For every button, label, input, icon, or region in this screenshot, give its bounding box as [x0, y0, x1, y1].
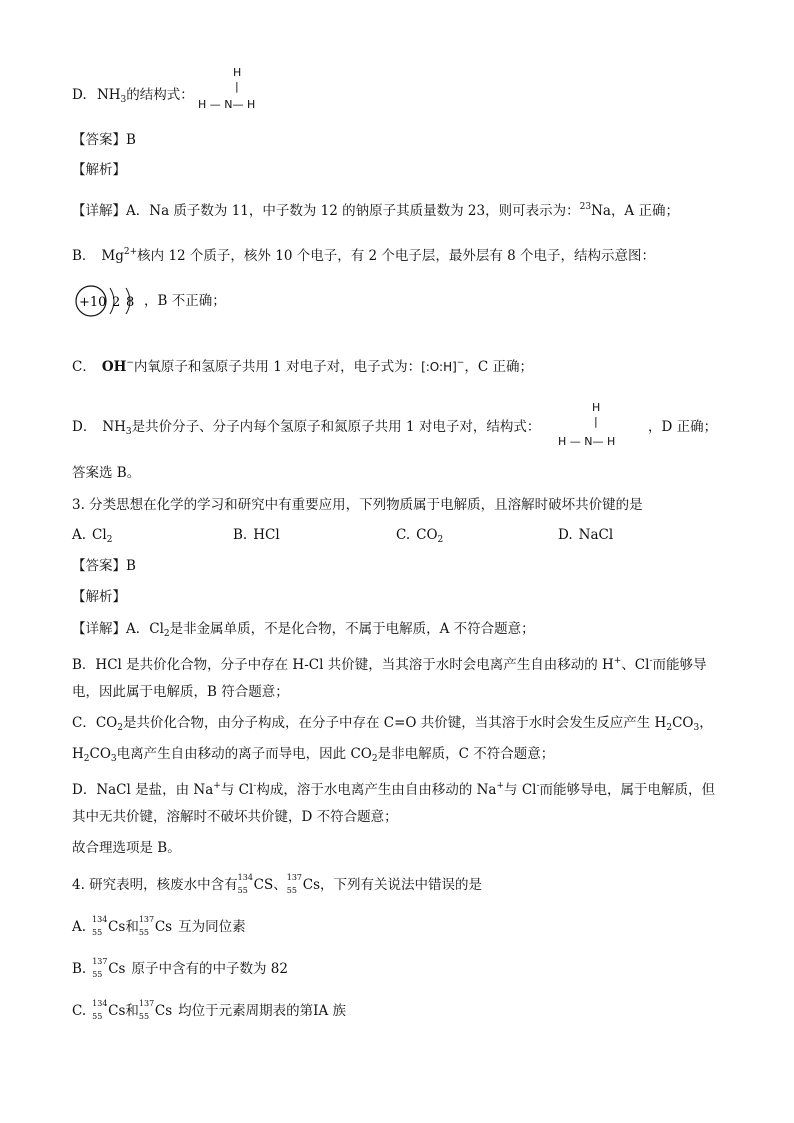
mass-number: 134 — [92, 999, 108, 1008]
subscript: 2 — [371, 754, 378, 764]
charge: - — [649, 656, 653, 666]
atomic-number: 55 — [92, 1012, 103, 1021]
q4-option-a[interactable] — [72, 915, 246, 936]
symbol: Cs — [108, 961, 126, 977]
subscript: 2 — [666, 723, 673, 733]
text: 与 Cl — [220, 782, 254, 798]
struct-bond: | — [235, 80, 239, 93]
ion-structure-diagram — [74, 282, 144, 322]
q2-conclusion: 答案选 B。 — [72, 465, 141, 481]
text: Na 质子数为 11，中子数为 12 的钠原子其质量数为 23，则可表示为： — [149, 203, 580, 219]
charge: - — [536, 781, 540, 791]
text: 构成，溶于水电离产生由自由移动的 Na — [256, 782, 497, 798]
symbol: Cs — [154, 1003, 173, 1019]
charge: − — [126, 358, 134, 368]
subscript: 2 — [163, 629, 170, 639]
text: 而能够导电，属于电解质，但 — [539, 782, 716, 798]
q4-option-b[interactable] — [72, 957, 288, 978]
charge: − — [456, 358, 465, 368]
formula: NH — [96, 87, 121, 103]
mass-number: 134 — [237, 873, 253, 882]
q3-option-d[interactable] — [558, 527, 613, 543]
q2-detail-b-end: ，B 不正确； — [144, 293, 226, 309]
text: 是共价分子、分子内每个氢原子和氮原子共用 1 对电子对，结构式： — [131, 419, 541, 435]
q3-detail-c-2 — [72, 745, 554, 768]
subscript: 3 — [110, 754, 117, 764]
text: 、Cl — [621, 657, 650, 673]
ion: OH — [101, 359, 127, 375]
text: 、 — [273, 877, 287, 893]
q4-option-c[interactable] — [72, 999, 346, 1020]
mass-number: 134 — [92, 915, 108, 924]
struct-h-top: H — [233, 66, 242, 79]
atomic-number: 55 — [138, 928, 149, 937]
isotope-134 — [237, 873, 254, 895]
option-formula: CO — [416, 527, 438, 543]
q3-analysis: 【解析】 — [72, 589, 126, 605]
text: D． — [72, 419, 97, 435]
subscript: 3 — [125, 427, 132, 437]
nh3-structure-diagram-2 — [558, 401, 638, 451]
symbol: CS — [253, 877, 274, 893]
charge: + — [613, 656, 622, 666]
option-label: B. — [233, 527, 248, 543]
subscript: 2 — [117, 723, 123, 733]
subscript: 2 — [106, 535, 113, 545]
q4-stem — [72, 873, 482, 894]
text: 和 — [125, 1003, 139, 1019]
isotope-134 — [92, 999, 108, 1021]
charge: + — [213, 781, 221, 791]
isotope-137 — [92, 957, 108, 979]
q2-detail-a — [72, 198, 679, 220]
atomic-number: 55 — [138, 1012, 150, 1021]
text: 核内 12 个质子，核外 10 个电子，有 2 个电子层，最外层有 8 个电子，结构示意图： — [137, 248, 656, 264]
q3-answer: 【答案】B — [72, 558, 136, 574]
q3-detail-d-2: 其中无共价键，溶解时不破坏共价键，D 不符合题意； — [72, 809, 398, 825]
symbol: Cs — [154, 919, 173, 935]
option-label: B. — [72, 961, 87, 977]
q2-detail-c — [72, 354, 533, 376]
text: 【详解】A．Cl — [72, 621, 164, 637]
charge: - — [253, 781, 257, 791]
q3-stem: 3. 分类思想在化学的学习和研究中有重要应用，下列物质属于电解质，且溶解时破坏共价键的是 — [72, 497, 643, 513]
text: ，下列有关说法中错误的是 — [320, 877, 483, 893]
mass-number: 137 — [286, 873, 303, 882]
q2-analysis: 【解析】 — [72, 162, 126, 178]
q2-option-d — [72, 86, 194, 109]
text: 与 Cl — [504, 782, 537, 798]
q3-detail-d-1 — [72, 777, 715, 799]
electron-formula: [:O:H] — [421, 360, 457, 374]
atomic-number: 55 — [237, 886, 248, 895]
isotope-137 — [138, 999, 155, 1021]
charge: + — [496, 781, 505, 791]
mass-number: 137 — [138, 999, 155, 1008]
text: CO — [672, 715, 694, 731]
atomic-number: 55 — [92, 970, 103, 979]
option-formula: NaCl — [578, 527, 614, 543]
symbol: Cs — [108, 919, 126, 935]
subscript: 3 — [693, 723, 700, 733]
struct-row: H — N— H — [558, 435, 616, 448]
text: B．HCl 是共价化合物，分子中存在 H-Cl 共价键，当其溶于水时会电离产生自由移动的 H — [72, 657, 614, 673]
isotope-134 — [92, 915, 108, 937]
text: 互为同位素 — [178, 919, 246, 935]
struct-h-top: H — [592, 401, 601, 414]
option-label: C. — [72, 1003, 87, 1019]
text: ，C 正确； — [464, 359, 533, 375]
option-formula: Cl — [92, 527, 107, 543]
isotope-137 — [286, 873, 303, 895]
q2-detail-d-end: ，D 正确； — [648, 419, 718, 435]
q2-detail-b — [72, 243, 655, 265]
text: CO — [89, 746, 111, 762]
text: ， — [699, 715, 713, 731]
shell-electrons-1: 2 — [112, 295, 121, 310]
text: 是共价化合物，由分子构成，在分子中存在 C=O 共价键，当其溶于水时会发生反应产生 H — [122, 715, 667, 731]
mass-number: 23 — [579, 202, 592, 212]
shell-electrons-2: 8 — [126, 295, 135, 310]
struct-row: H — N— H — [198, 98, 256, 111]
text: 是非金属单质，不是化合物，不属于电解质，A 不符合题意； — [169, 621, 535, 637]
text: 是非电解质，C 不符合题意； — [377, 746, 555, 762]
q3-detail-b-1 — [72, 652, 707, 674]
text: 内氧原子和氢原子共用 1 对电子对，电子式为： — [133, 359, 422, 375]
text: 原子中含有的中子数为 82 — [131, 961, 288, 977]
formula: NH — [102, 419, 126, 435]
symbol: Cs — [108, 1003, 126, 1019]
text: 【详解】A． — [72, 203, 150, 219]
charge: 2+ — [123, 247, 138, 257]
q2-detail-d — [72, 418, 540, 441]
text: D．NaCl 是盐，由 Na — [72, 782, 214, 798]
q3-conclusion: 故合理选项是 B。 — [72, 840, 181, 856]
option-label: A. — [72, 527, 87, 543]
atomic-number: 55 — [286, 886, 297, 895]
text: 和 — [125, 919, 139, 935]
subscript: 2 — [83, 754, 90, 764]
isotope-137 — [138, 915, 155, 937]
q3-detail-a — [72, 620, 535, 643]
option-formula: HCl — [253, 527, 280, 543]
text: ，A 正确； — [610, 203, 679, 219]
text: C． — [72, 359, 96, 375]
text: B． — [72, 248, 96, 264]
atomic-number: 55 — [92, 928, 103, 937]
option-label: D. — [72, 87, 87, 103]
subscript: 2 — [437, 535, 444, 545]
option-label: A. — [72, 919, 87, 935]
mass-number: 137 — [138, 915, 155, 924]
q2-answer: 【答案】B — [72, 132, 136, 148]
q3-option-c[interactable] — [396, 527, 443, 545]
option-label: D. — [558, 527, 573, 543]
q3-option-b[interactable] — [233, 527, 280, 543]
nucleus-label: +10 — [79, 295, 107, 310]
text: 的结构式： — [126, 87, 194, 103]
text: 均位于元素周期表的第ⅠA 族 — [178, 1003, 347, 1019]
text: 而能够导 — [652, 657, 707, 673]
symbol: Cs — [302, 877, 321, 893]
ion: Mg — [101, 248, 124, 264]
text: 电离产生自由移动的离子而导电，因此 CO — [116, 746, 372, 762]
text: H — [72, 746, 84, 762]
subscript: 3 — [120, 95, 127, 105]
option-label: C. — [396, 527, 411, 543]
mass-number: 137 — [92, 957, 108, 966]
nh3-structure-diagram — [198, 66, 288, 116]
q3-detail-b-2: 电，因此属于电解质，B 符合题意； — [72, 684, 289, 700]
text: 4. 研究表明，核废水中含有 — [72, 877, 238, 893]
q3-detail-c-1 — [72, 714, 713, 737]
symbol: Na — [591, 203, 611, 219]
struct-bond: | — [594, 415, 598, 428]
text: C．CO — [72, 715, 118, 731]
q3-option-a[interactable] — [72, 527, 112, 545]
